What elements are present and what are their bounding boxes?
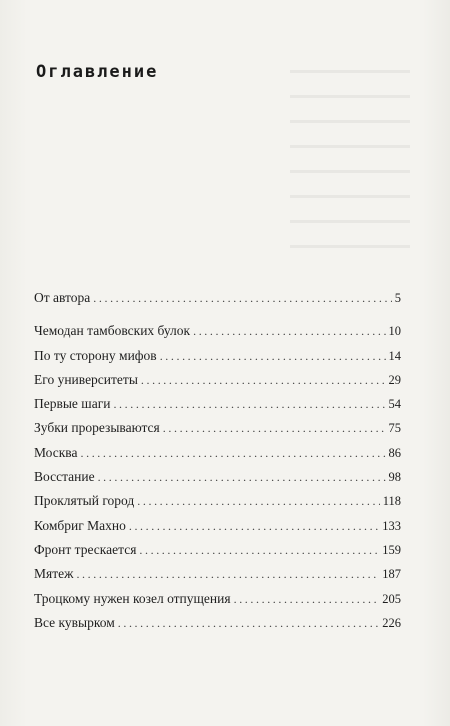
toc-entry-title: Его университеты — [34, 371, 138, 387]
toc-entry-title: Зубки прорезываются — [34, 420, 160, 436]
toc-entry — [34, 344, 401, 368]
dot-leader — [234, 587, 380, 611]
dot-leader — [118, 611, 380, 635]
toc-entry — [34, 611, 401, 635]
toc-entry — [34, 562, 401, 586]
dot-leader — [163, 416, 386, 440]
toc-entry-page: 226 — [382, 615, 401, 630]
page-title: Оглавление — [36, 62, 159, 82]
toc-entry-page: 75 — [388, 421, 401, 436]
toc-entry — [34, 392, 401, 416]
toc-entry-title: Проклятый город — [34, 493, 135, 509]
toc-entry — [34, 587, 401, 611]
toc-entry-title: Все кувырком — [34, 614, 115, 630]
table-of-contents — [34, 286, 401, 635]
dot-leader — [113, 392, 385, 416]
toc-entry-page: 159 — [382, 542, 401, 557]
toc-entry-title: По ту сторону мифов — [34, 347, 157, 363]
show-through-text — [290, 70, 410, 290]
dot-leader — [81, 441, 386, 465]
toc-entry-page: 133 — [382, 518, 401, 533]
dot-leader — [129, 514, 379, 538]
toc-entry — [34, 286, 401, 310]
toc-entry — [34, 514, 401, 538]
toc-entry-title: Троцкому нужен козел отпущения — [34, 590, 231, 606]
toc-entry-page: 54 — [388, 397, 401, 412]
toc-entry-title: Первые шаги — [34, 396, 111, 412]
toc-entry-page: 98 — [388, 470, 401, 485]
toc-entry-page: 14 — [388, 348, 401, 363]
toc-entry-title: От автора — [34, 290, 91, 305]
toc-entry-page: 29 — [388, 372, 401, 387]
toc-entry — [34, 416, 401, 440]
toc-entry-title: Фронт трескается — [34, 541, 137, 557]
toc-entry-title: Мятеж — [34, 566, 74, 582]
toc-entry-title: Восстание — [34, 469, 95, 485]
dot-leader — [137, 489, 379, 513]
toc-entry — [34, 368, 401, 392]
dot-leader — [160, 344, 386, 368]
toc-entry-page: 10 — [388, 324, 401, 339]
toc-entry — [34, 489, 401, 513]
dot-leader — [76, 562, 379, 586]
toc-entry — [34, 465, 401, 489]
dot-leader — [93, 286, 391, 310]
toc-entry — [34, 319, 401, 343]
toc-entry-page: 187 — [382, 567, 401, 582]
toc-entry — [34, 538, 401, 562]
toc-entry — [34, 441, 401, 465]
toc-entry-page: 5 — [394, 291, 401, 305]
toc-entry-title: Чемодан тамбовских булок — [34, 323, 191, 339]
dot-leader — [98, 465, 386, 489]
toc-entry-page: 205 — [382, 591, 401, 606]
toc-entry-page: 118 — [382, 494, 401, 509]
dot-leader — [193, 319, 385, 343]
toc-entry-page: 86 — [388, 445, 401, 460]
toc-entry-title: Москва — [34, 444, 78, 460]
toc-entry-title: Комбриг Махно — [34, 517, 126, 533]
dot-leader — [139, 538, 379, 562]
dot-leader — [141, 368, 386, 392]
